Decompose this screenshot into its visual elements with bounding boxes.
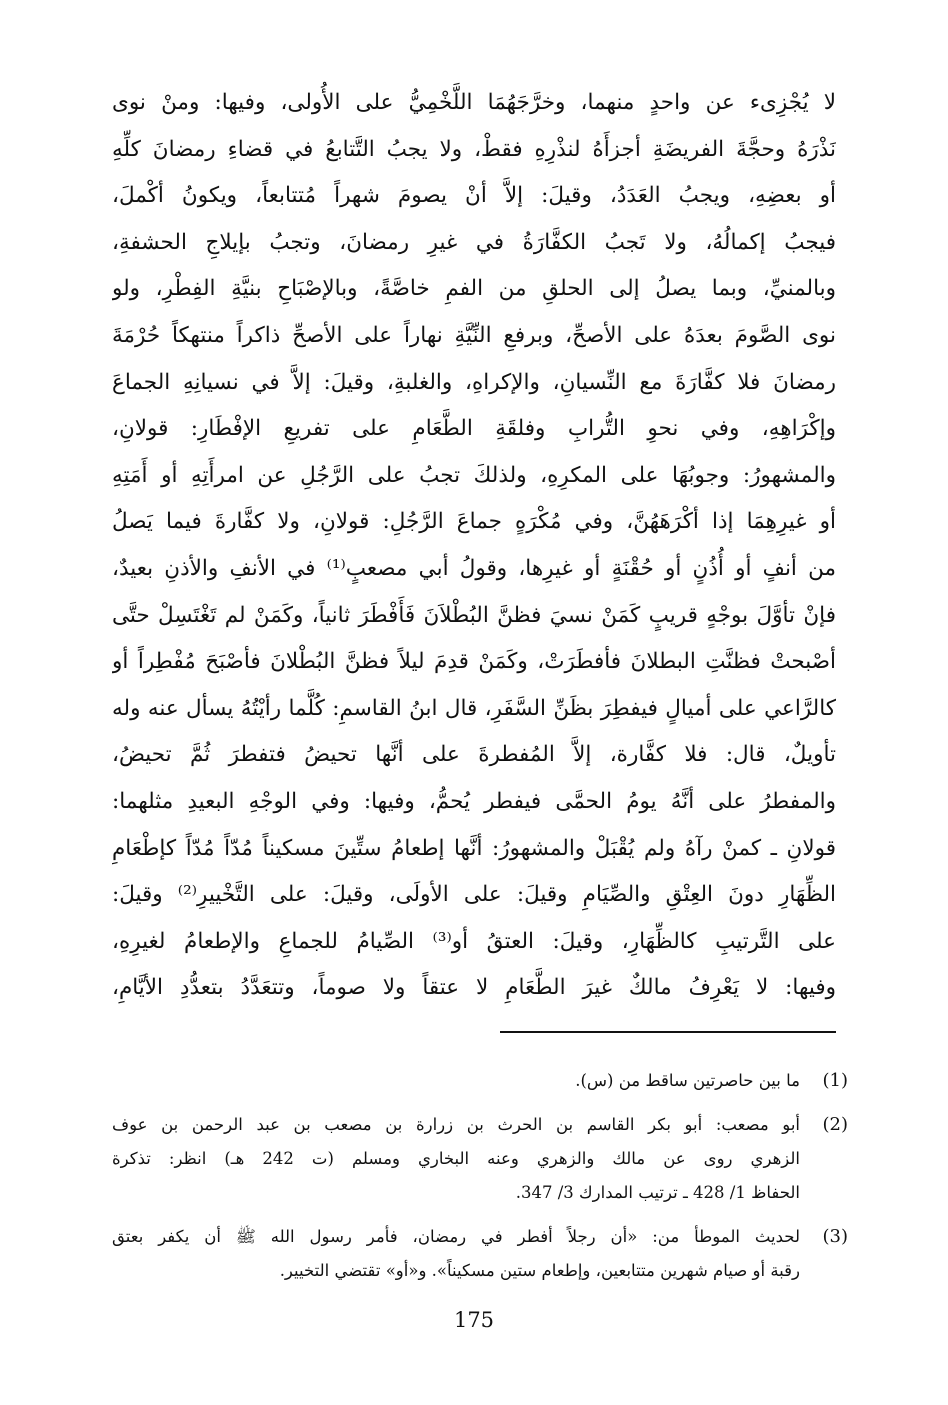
text-line: وإكْرَاهِهِ، وفي نحوِ التُّرابِ وفلقَةِ الطَّعَامِ على تفريعِ الإفْطَارِ: قولانِ، [112,416,836,442]
text-line: أو بعضِهِ، ويجبُ العَدَدُ، وقيلَ: إلاَّ أنْ يصومَ شهراً مُتتابعاً، ويكونُ أكْملَ، [112,183,836,209]
text-line: تأويلٌ، قال: فلا كفَّارة، إلاَّ المُفطرةَ على أنَّها تحيضُ فتفطرَ ثُمَّ تحيضُ، [112,742,836,768]
text-line: وفيها: لا يَعْرِفُ مالكٌ غيرَ الطَّعَامِ لا عتقاً ولا صوماً، وتتعَدَّدُ بتعدُّدِ الأيَّامِ، [112,975,836,1001]
text-line: فيجبُ إكمالُهُ، ولا تَجبُ الكفَّارَةُ في غيرِ رمضانَ، وتجبُ بإيلاجِ الحشفةِ، [112,229,836,255]
text-line: فإنْ تأوَّلَ بوجْهٍ قريبٍ كَمَنْ نسيَ فظنَّ البُطْلاَنَ فَأَفْطَرَ ثانياً، وكَمَنْ لم تَغْتَسِلْ حتَّى [112,602,836,628]
text-line: قولانِ ـ كمنْ رآهُ ولم يُقْبَلْ والمشهورُ: أنَّها إطعامُ ستِّينَ مسكيناً مُدّاً مُدّاً كإطْعَامِ [112,835,836,861]
footnote-number: (1) [822,1070,848,1091]
text-line: لا يُجْزِىء عن واحدٍ منهما، وخرَّجَهُمَا اللَّخْمِيُّ على الأُولى، وفيها: ومنْ نوى [112,90,836,115]
footnote-line: الحفاظ 1/ 428 ـ ترتيب المدارك 3/ 347. [515,1183,800,1202]
text-line: كالرَّاعي على أميالٍ فيفطِرَ بظَنِّ السَّفَرِ، قال ابنُ القاسمِ: كُلَّما رأيْتُهُ يسأل عنه وله [112,695,836,721]
main-text-body [112,80,836,1012]
footnote-line: لحديث الموطأ من: «أن رجلاً أفطر في رمضان، فأمر رسول الله ﷺ أن يكفر بعتق [112,1227,800,1246]
text-line: من أنفٍ أو أُذُنٍ أو حُقْنَةٍ أو غيرِها، وقولُ أبي مصعبٍ⁽¹⁾ في الأنفِ والأذنِ بعيدٌ، [112,555,836,581]
footnotes-section [112,1064,848,1298]
text-line: وبالمنيِّ، وبما يصلُ إلى الحلقِ من الفمِ خاصَّةً، وبالإصْبَاحِ بنيَّةِ الفِطْرِ، ولو [112,276,836,302]
footnote-number: (2) [822,1114,848,1135]
footnote-1 [112,1064,848,1098]
footnote-number: (3) [822,1226,848,1247]
text-line: أصْبحتْ فظنَّتِ البطلانَ فأفطَرَتْ، وكَمَنْ قدِمَ ليلاً فظنَّ البُطْلانَ فأصْبَحَ مُفْطِراً أو [112,649,836,675]
footnote-3 [112,1220,848,1288]
footnote-separator [500,1031,836,1033]
text-line: على التَّرتيبِ كالظِّهَارِ، وقيلَ: العتقُ أو⁽³⁾ الصِّيامُ للجماعِ والإطعامُ لغيرِهِ، [112,928,836,954]
footnote-line: الزهري روى عن مالك والزهري وعنه البخاري ومسلم (ت 242 هـ) انظر: تذكرة [112,1149,800,1168]
footnote-2 [112,1108,848,1210]
text-line: أو غيرِهِمَا إذا أكْرَهَهُنَّ، وفي مُكْرَهٍ جماعَ الرَّجُلِ: قولانِ، ولا كفَّارةَ فيما يَصلُ [112,509,836,535]
text-line: رمضانَ فلا كفَّارَةَ مع النِّسيانِ، والإكراهِ، والغلبةِ، وقيلَ: إلاَّ في نسيانِهِ الجماعَ [112,369,836,395]
text-line: الظِّهَارِ دونَ العِتْقِ والصِّيَامِ وقيلَ: على الأولَى، وقيلَ: على التَّخْييرِ⁽²⁾ وقيلَ: [112,882,836,908]
text-line: والمفطرُ على أنَّهُ يومُ الحمَّى فيفطر يُحمُّ، وفيها: وفي الوجْهِ البعيدِ مثلهما: [112,788,836,814]
text-line: نَذْرَهُ وحجَّةَ الفريضَةِ أجزأَهُ لنذْرِهِ فقطْ، ولا يجبُ التَّتابعُ في قضاءِ رمضانَ كلِّهِ [112,136,836,162]
footnote-line: ما بين حاصرتين ساقط من (س). [575,1071,800,1090]
page-number: 175 [453,1308,495,1332]
footnote-line: رقبة أو صيام شهرين متتابعين، وإطعام ستين مسكيناً». و«أو» تقتضي التخيير. [279,1261,800,1280]
footnote-line: أبو مصعب: أبو بكر القاسم بن الحرث بن زرارة بن مصعب بن عبد الرحمن بن عوف [112,1115,800,1134]
text-line: نوى الصَّومَ بعدَهُ على الأصحِّ، وبرفعِ النِّيَّةِ نهاراً على الأصحِّ ذاكراً منتهكاً حُرْمَةَ [112,322,836,348]
text-line: والمشهورُ: وجوبُهَا على المكرِهِ، ولذلكَ تجبُ على الرَّجُلِ عن امرأَتِهِ أو أَمَتِهِ [112,462,836,488]
